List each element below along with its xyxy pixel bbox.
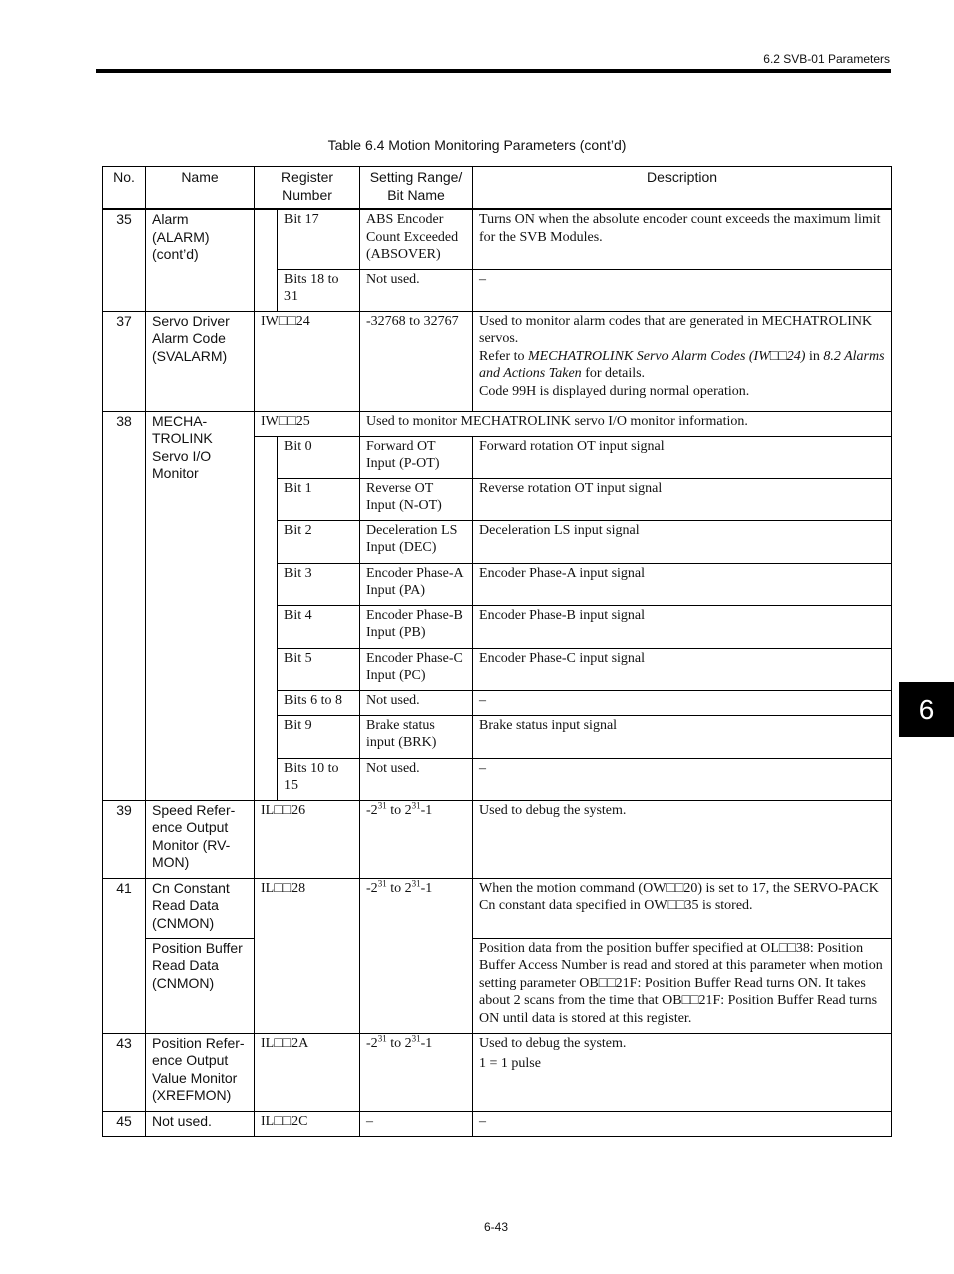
col-header-no: No.	[103, 167, 146, 210]
description-line: Used to monitor alarm codes that are generated in MECHATROLINK servos.	[479, 313, 873, 346]
param-no: 39	[103, 800, 146, 878]
description-line: Refer to MECHATROLINK Servo Alarm Codes (IW□□24) in 8.2 Alarms and Actions Taken for details.	[479, 348, 885, 381]
param-name: Position Buffer Read Data (CNMON)	[146, 938, 255, 1033]
bit-label: Bit 4	[278, 605, 360, 648]
param-no: 38	[103, 411, 146, 800]
description: Reverse rotation OT input signal	[473, 478, 892, 520]
description: –	[473, 690, 892, 715]
bit-label: Bit 1	[278, 478, 360, 520]
param-no: 45	[103, 1111, 146, 1136]
setting-range: -32768 to 32767	[360, 311, 473, 411]
bit-name: Forward OT Input (P-OT)	[360, 436, 473, 478]
param-no: 37	[103, 311, 146, 411]
description: –	[473, 1111, 892, 1136]
param-no: 41	[103, 878, 146, 1033]
description-line: Used to debug the system.	[479, 1035, 627, 1051]
description: –	[473, 269, 892, 311]
description: Forward rotation OT input signal	[473, 436, 892, 478]
register-number: IL□□28	[255, 878, 360, 1033]
col-header-range: Setting Range/ Bit Name	[360, 167, 473, 210]
setting-range: $-2^{31}$ to $2^{31}-1$	[360, 1033, 473, 1111]
description: Position data from the position buffer specified at OL□□38: Position Buffer Access Number is read and stored at this parameter when motion setting parameter OB□□21F: Position Buffer Read turns ON. It takes about 2 scans from the time that OB□□21F: Position Buffer Read turns ON until data is stored at this register.	[473, 938, 892, 1033]
param-name: MECHA-TROLINK Servo I/O Monitor	[146, 411, 255, 800]
description: Brake status input signal	[473, 715, 892, 758]
bit-name: Deceleration LS Input (DEC)	[360, 520, 473, 563]
table-row	[103, 311, 892, 411]
bit-name: Encoder Phase-C Input (PC)	[360, 648, 473, 690]
setting-range: $-2^{31}$ to $2^{31}-1$	[360, 800, 473, 878]
table-caption: Table 6.4 Motion Monitoring Parameters (cont’d)	[327, 137, 627, 153]
param-name: Alarm (ALARM) (cont’d)	[146, 209, 255, 311]
setting-range: –	[360, 1111, 473, 1136]
header-rule	[96, 69, 891, 73]
param-name: Position Refer-ence Output Value Monitor (XREFMON)	[146, 1033, 255, 1111]
bit-label: Bit 9	[278, 715, 360, 758]
table-row	[103, 1033, 892, 1111]
table-row	[103, 938, 892, 1033]
description-line: 1 = 1 pulse	[479, 1056, 541, 1071]
col-header-description: Description	[473, 167, 892, 210]
bit-label: Bit 3	[278, 563, 360, 605]
setting-range: $-2^{31}$ to $2^{31}-1$	[360, 878, 473, 1033]
register-number: IL□□2C	[255, 1111, 360, 1136]
description-line: Code 99H is displayed during normal operation.	[479, 383, 750, 399]
register-spacer	[255, 436, 278, 800]
description: Used to debug the system.	[473, 800, 892, 878]
reference-link: MECHATROLINK Servo Alarm Codes (IW□□24)	[528, 348, 806, 364]
register-number: IW□□24	[255, 311, 360, 411]
table-row	[103, 878, 892, 938]
bit-label: Bits 6 to 8	[278, 690, 360, 715]
bit-label: Bits 10 to 15	[278, 758, 360, 800]
description: Deceleration LS input signal	[473, 520, 892, 563]
bit-label: Bit 5	[278, 648, 360, 690]
param-no: 35	[103, 209, 146, 311]
parameters-table	[102, 166, 892, 1137]
bit-name: ABS Encoder Count Exceeded (ABSOVER)	[360, 209, 473, 269]
param-name: Cn Constant Read Data (CNMON)	[146, 878, 255, 938]
bit-name: Not used.	[360, 690, 473, 715]
bit-name: Not used.	[360, 269, 473, 311]
bit-label: Bit 17	[278, 209, 360, 269]
register-spacer	[255, 209, 278, 311]
description	[473, 311, 892, 411]
bit-label: Bit 2	[278, 520, 360, 563]
description: When the motion command (OW□□20) is set to 17, the SERVO-PACK Cn constant data specified in OW□□35 is stored.	[473, 878, 892, 938]
running-header: 6.2 SVB-01 Parameters	[763, 52, 890, 66]
chapter-tab: 6	[899, 682, 954, 737]
bit-label: Bit 0	[278, 436, 360, 478]
description: Encoder Phase-A input signal	[473, 563, 892, 605]
register-number: IL□□26	[255, 800, 360, 878]
bit-name: Reverse OT Input (N-OT)	[360, 478, 473, 520]
description: Turns ON when the absolute encoder count exceeds the maximum limit for the SVB Modules.	[473, 209, 892, 269]
description: Used to monitor MECHATROLINK servo I/O monitor information.	[360, 411, 892, 436]
description: Encoder Phase-C input signal	[473, 648, 892, 690]
description: Encoder Phase-B input signal	[473, 605, 892, 648]
bit-name: Encoder Phase-B Input (PB)	[360, 605, 473, 648]
param-name: Not used.	[146, 1111, 255, 1136]
description	[473, 1033, 892, 1111]
col-header-name: Name	[146, 167, 255, 210]
description: –	[473, 758, 892, 800]
param-no: 43	[103, 1033, 146, 1111]
table-row	[103, 209, 892, 269]
bit-name: Not used.	[360, 758, 473, 800]
col-header-register: Register Number	[255, 167, 360, 210]
table-row	[103, 1111, 892, 1136]
register-number: IL□□2A	[255, 1033, 360, 1111]
reference-link: 8.2 Alarms and Actions Taken	[479, 348, 885, 381]
register-number: IW□□25	[255, 411, 360, 436]
bit-label: Bits 18 to 31	[278, 269, 360, 311]
table-row	[103, 800, 892, 878]
bit-name: Brake status input (BRK)	[360, 715, 473, 758]
page-number: 6-43	[483, 1220, 509, 1234]
param-name: Speed Refer-ence Output Monitor (RV-MON)	[146, 800, 255, 878]
table-row	[103, 411, 892, 436]
bit-name: Encoder Phase-A Input (PA)	[360, 563, 473, 605]
param-name: Servo Driver Alarm Code (SVALARM)	[146, 311, 255, 411]
